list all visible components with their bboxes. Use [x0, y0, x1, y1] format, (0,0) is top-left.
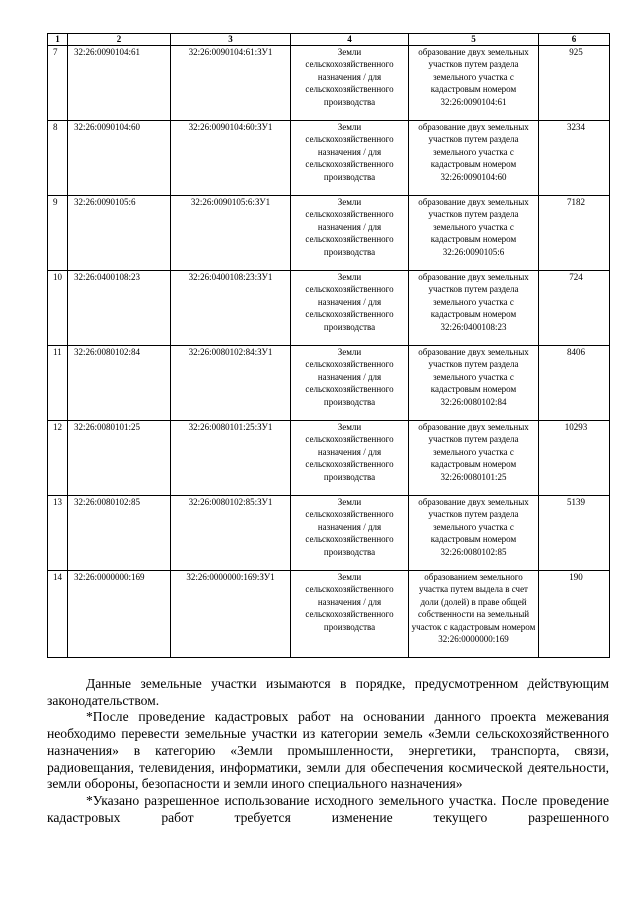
- table-row: [48, 496, 610, 571]
- plot-area: 10293: [539, 421, 610, 496]
- plot-area: 8406: [539, 346, 610, 421]
- paragraph: *После проведение кадастровых работ на основании данного проекта межевания необходимо перевести земельные участки из категории земель «Земли сельскохозяйственного назначения» в категорию «Земли промышленности, энергетики, транспорта, связи, радиовещания, телевидения, информатики, земли для обеспечения космической деятельности, земли обороны, безопасности и земли иного специального назначения»: [47, 709, 609, 792]
- row-number: 9: [48, 196, 68, 271]
- paragraph: *Указано разрешенное использование исходного земельного участка. После проведение кадастровых работ требуется изменение текущего разрешенного: [47, 792, 609, 825]
- formation-method: образование двух земельных участков путем раздела земельного участка с кадастровым номером 32:26:0090104:61: [409, 46, 539, 121]
- new-plot-designation: 32:26:0080102:84:ЗУ1: [171, 346, 291, 421]
- column-header: 6: [539, 34, 610, 46]
- column-header: 2: [68, 34, 171, 46]
- row-number: 10: [48, 271, 68, 346]
- land-category: Земли сельскохозяйственного назначения / для сельскохозяйственного производства: [291, 571, 409, 658]
- body-text: [47, 676, 609, 826]
- land-category: Земли сельскохозяйственного назначения / для сельскохозяйственного производства: [291, 196, 409, 271]
- new-plot-designation: 32:26:0080102:85:ЗУ1: [171, 496, 291, 571]
- row-number: 8: [48, 121, 68, 196]
- source-cadastral-number: 32:26:0090104:61: [68, 46, 171, 121]
- land-category: Земли сельскохозяйственного назначения / для сельскохозяйственного производства: [291, 496, 409, 571]
- source-cadastral-number: 32:26:0090104:60: [68, 121, 171, 196]
- new-plot-designation: 32:26:0400108:23:ЗУ1: [171, 271, 291, 346]
- source-cadastral-number: 32:26:0080102:85: [68, 496, 171, 571]
- formation-method: образование двух земельных участков путем раздела земельного участка с кадастровым номером 32:26:0090104:60: [409, 121, 539, 196]
- new-plot-designation: 32:26:0090104:60:ЗУ1: [171, 121, 291, 196]
- column-header: 3: [171, 34, 291, 46]
- land-category: Земли сельскохозяйственного назначения / для сельскохозяйственного производства: [291, 46, 409, 121]
- row-number: 14: [48, 571, 68, 658]
- new-plot-designation: 32:26:0090105:6:ЗУ1: [171, 196, 291, 271]
- table-row: [48, 271, 610, 346]
- source-cadastral-number: 32:26:0090105:6: [68, 196, 171, 271]
- formation-method: образование двух земельных участков путем раздела земельного участка с кадастровым номером 32:26:0090105:6: [409, 196, 539, 271]
- paragraph: Данные земельные участки изымаются в порядке, предусмотренном действующим законодательством.: [47, 676, 609, 708]
- formation-method: образованием земельного участка путем выдела в счет доли (долей) в праве общей собственности на земельный участок с кадастровым номером 32:26:0000000:169: [409, 571, 539, 658]
- table-row: [48, 46, 610, 121]
- source-cadastral-number: 32:26:0000000:169: [68, 571, 171, 658]
- formation-method: образование двух земельных участков путем раздела земельного участка с кадастровым номером 32:26:0080102:84: [409, 346, 539, 421]
- formation-method: образование двух земельных участков путем раздела земельного участка с кадастровым номером 32:26:0080101:25: [409, 421, 539, 496]
- row-number: 12: [48, 421, 68, 496]
- column-header: 4: [291, 34, 409, 46]
- table-row: [48, 196, 610, 271]
- new-plot-designation: 32:26:0080101:25:ЗУ1: [171, 421, 291, 496]
- row-number: 7: [48, 46, 68, 121]
- land-category: Земли сельскохозяйственного назначения / для сельскохозяйственного производства: [291, 121, 409, 196]
- source-cadastral-number: 32:26:0400108:23: [68, 271, 171, 346]
- new-plot-designation: 32:26:0000000:169:ЗУ1: [171, 571, 291, 658]
- plot-area: 925: [539, 46, 610, 121]
- land-plots-table: [47, 33, 610, 658]
- plot-area: 7182: [539, 196, 610, 271]
- table-row: [48, 421, 610, 496]
- plot-area: 724: [539, 271, 610, 346]
- formation-method: образование двух земельных участков путем раздела земельного участка с кадастровым номером 32:26:0400108:23: [409, 271, 539, 346]
- table-row: [48, 571, 610, 658]
- plot-area: 190: [539, 571, 610, 658]
- table-row: [48, 346, 610, 421]
- plot-area: 5139: [539, 496, 610, 571]
- land-category: Земли сельскохозяйственного назначения / для сельскохозяйственного производства: [291, 271, 409, 346]
- source-cadastral-number: 32:26:0080102:84: [68, 346, 171, 421]
- column-header: 1: [48, 34, 68, 46]
- formation-method: образование двух земельных участков путем раздела земельного участка с кадастровым номером 32:26:0080102:85: [409, 496, 539, 571]
- source-cadastral-number: 32:26:0080101:25: [68, 421, 171, 496]
- column-header: 5: [409, 34, 539, 46]
- plot-area: 3234: [539, 121, 610, 196]
- land-category: Земли сельскохозяйственного назначения / для сельскохозяйственного производства: [291, 421, 409, 496]
- table-header-row: [48, 34, 610, 46]
- new-plot-designation: 32:26:0090104:61:ЗУ1: [171, 46, 291, 121]
- land-category: Земли сельскохозяйственного назначения / для сельскохозяйственного производства: [291, 346, 409, 421]
- table-row: [48, 121, 610, 196]
- row-number: 13: [48, 496, 68, 571]
- row-number: 11: [48, 346, 68, 421]
